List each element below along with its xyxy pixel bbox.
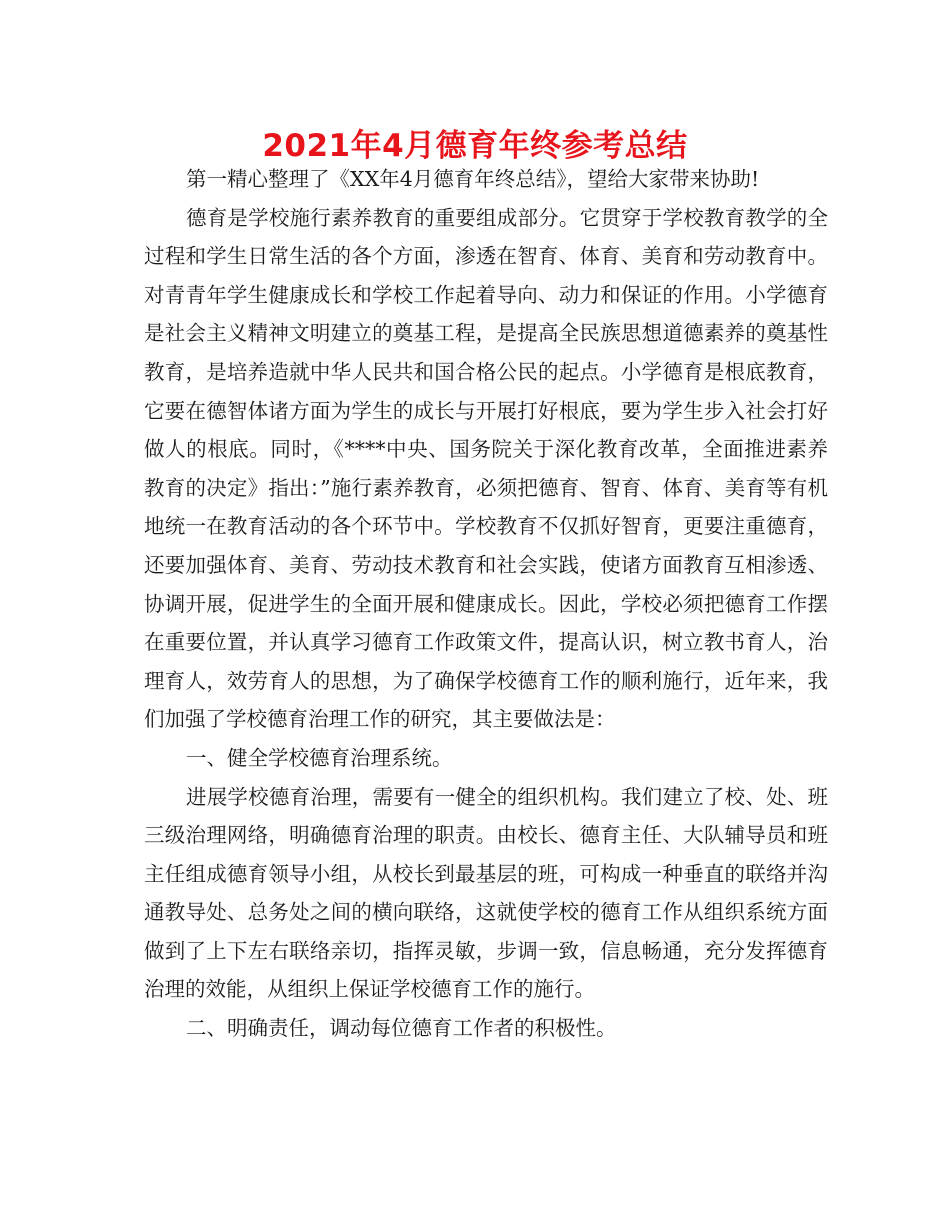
body-paragraph: 进展学校德育治理，需要有一健全的组织机构。我们建立了校、处、班三级治理网络，明确德育治理的职责。由校长、德育主任、大队辅导员和班主任组成德育领导小组，从校长到最基层的班，可构成一种垂直的联络并沟通教导处、总务处之间的横向联络，这就使学校的德育工作从组织系统方面做到了上下左右联络亲切，指挥灵敏，步调一致，信息畅通，充分发挥德育治理的效能，从组织上保证学校德育工作的施行。	[144, 784, 828, 1002]
body-paragraph: 德育是学校施行素养教育的重要组成部分。它贯穿于学校教育教学的全过程和学生日常生活的各个方面，渗透在智育、体育、美育和劳动教育中。对青青年学生健康成长和学校工作起着导向、动力和保证的作用。小学德育是社会主义精神文明建立的奠基工程，是提高全民族思想道德素养的奠基性教育，是培养造就中华人民共和国合格公民的起点。小学德育是根底教育，它要在德智体诸方面为学生的成长与开展打好根底，要为学生步入社会打好做人的根底。同时，《****中央、国务院关于深化教育改革，全面推进素养教育的决定》指出：”施行素养教育，必须把德育、智育、体育、美育等有机地统一在教育活动的各个环节中。学校教育不仅抓好智育，更要注重德育，还要加强体育、美育、劳动技术教育和社会实践，使诸方面教育互相渗透、协调开展，促进学生的全面开展和健康成长。因此，学校必须把德育工作摆在重要位置，并认真学习德育工作政策文件，提高认识，树立教书育人，治理育人，效劳育人的思想，为了确保学校德育工作的顺利施行，近年来，我们加强了学校德育治理工作的研究，其主要做法是：	[144, 205, 828, 732]
document-title: 2021年4月德育年终参考总结	[262, 128, 688, 164]
document-body	[144, 160, 828, 1048]
section-heading-1: 一、健全学校德育治理系统。	[186, 745, 453, 770]
intro-paragraph: 第一精心整理了《XX年4月德育年终总结》，望给大家带来协助!	[186, 167, 760, 191]
section-heading-2: 二、明确责任，调动每位德育工作者的积极性。	[186, 1016, 617, 1041]
